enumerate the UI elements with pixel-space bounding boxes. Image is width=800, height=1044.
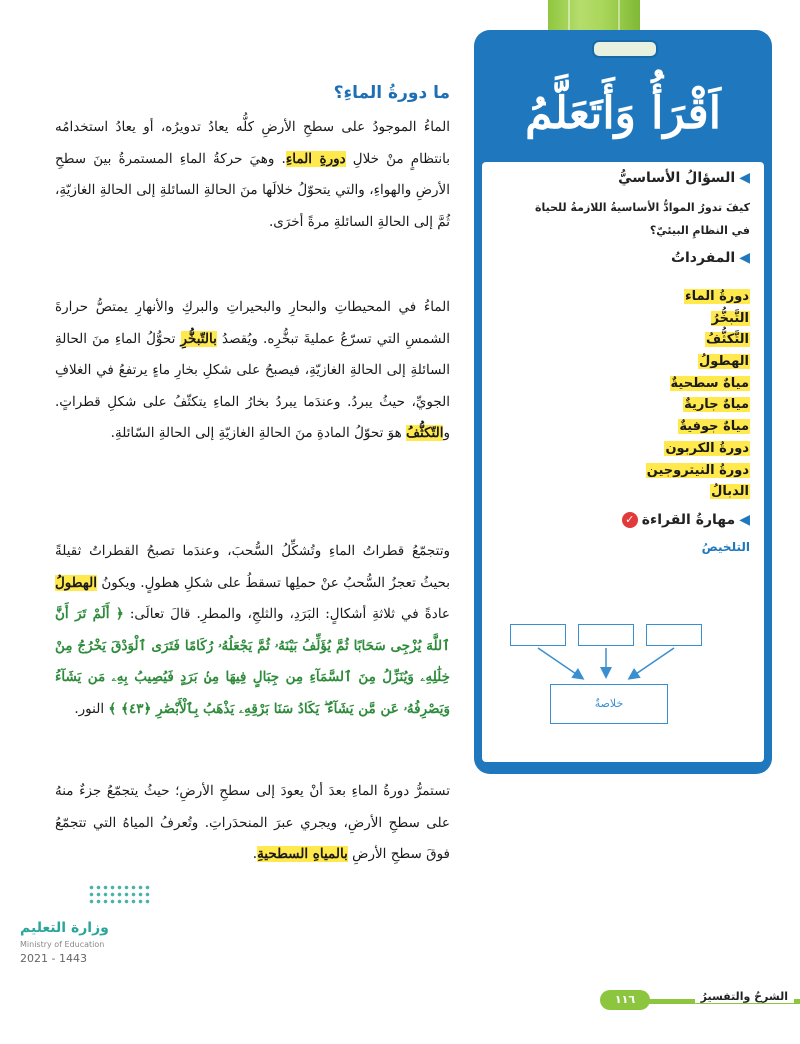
tag-hole <box>592 40 658 58</box>
highlight-surface-water: بالمياهِ السطحيةِ <box>257 846 348 862</box>
ministry-year: 2021 - 1443 <box>20 952 87 965</box>
triangle-icon: ◀ <box>739 512 750 528</box>
vocab-item: دورةُ النيتروجين <box>646 462 749 478</box>
highlight-precipitation: الهطولُ <box>55 574 97 591</box>
vocabulary-heading: ◀ المفرداتُ <box>670 250 750 266</box>
paragraph-4: تستمرُّ دورةُ الماءِ بعدَ أنْ يعودَ إلى سطحِ الأرضِ؛ حيثُ يتجمّعُ جزءٌ منهُ على سطحِ الأرضِ، ويجري عبرَ المنحدَراتِ. وتُعرفُ المياهُ التي تتجمّعُ فوقَ سطحِ الأرضِ بالمياهِ السطحيةِ. <box>55 783 450 862</box>
card-title: اَقْرَأُ وَأَتَعَلَّمُ <box>525 88 721 139</box>
vocab-item: التَّكثُّفُ <box>706 332 749 348</box>
vocab-item: الهطولُ <box>698 354 749 370</box>
summary-arrows <box>482 162 764 762</box>
highlight-water-cycle: دورةِ الماءِ <box>285 150 346 167</box>
page-title: ما دورةُ الماءِ؟ <box>333 83 450 103</box>
triangle-icon: ◀ <box>739 170 750 186</box>
triangle-icon: ◀ <box>739 250 750 266</box>
card-body <box>482 162 764 762</box>
check-icon: ✓ <box>622 512 638 528</box>
essential-question-line1: كيفَ تدورُ الموادُّ الأساسيةُ اللازمةُ للحياة <box>535 201 750 214</box>
paragraph-1: الماءُ الموجودُ على سطحِ الأرضِ كلُّه يعادُ تدويرُه، أو يعادُ استخدامُه بانتظامٍ منْ خلالِ دورةِ الماءِ. وهيَ حركةُ الماءِ المستمرةُ بينَ سطحِ الأرضِ والهواءِ، والتي يتحوّلُ خلالَها منَ الحالةِ السائلةِ إلى الحالةِ الغازيّةِ، ثُمَّ إلى الحالةِ السائلةِ مرةً أخرَى. <box>55 119 451 230</box>
vocab-item: دورةُ الماء <box>684 289 749 304</box>
quran-verse: ﴿ أَلَمْ تَرَ أَنَّ ٱللَّهَ يُزْجِى سَحَابًا ثُمَّ يُؤَلِّفُ بَيْنَهُۥ ثُمَّ يَجْعَلُهُۥ رُكَامًا فَتَرَى ٱلْوَدْقَ يَخْرُجُ مِنْ خِلَٰلِهِۦ وَيُنَزِّلُ مِنَ ٱلسَّمَآءِ مِن جِبَالٍ فِيهَا مِنۢ بَرَدٍ فَيُصِيبُ بِهِۦ مَن يَشَآءُ وَيَصْرِفُهُۥ عَن مَّن يَشَآءُ ۖ يَكَادُ سَنَا بَرْقِهِۦ يَذْهَبُ بِٱلْأَبْصَٰرِ ﴿٤٣﴾ ﴾ <box>55 606 450 717</box>
paragraph-3: وتتجمّعُ قطراتُ الماءِ وتُشكِّلُ السُّحبَ، وعندَما تصبحُ القطراتُ ثقيلةً بحيثُ تعجزُ السُّحبُ عنْ حملِها تسقطُ على شكلِ هطولٍ. ويكونُ الهطولُ عادةً في ثلاثةِ أشكالٍ: البَرَدِ، والثلجِ، والمطرِ. قالَ تعالَى: ﴿ أَلَمْ تَرَ أَنَّ ٱللَّهَ يُزْجِى سَحَابًا ثُمَّ يُؤَلِّفُ بَيْنَهُۥ ثُمَّ يَجْعَلُهُۥ رُكَامًا فَتَرَى ٱلْوَدْقَ يَخْرُجُ مِنْ خِلَٰلِهِۦ وَيُنَزِّلُ مِنَ ٱلسَّمَآءِ مِن جِبَالٍ فِيهَا مِنۢ بَرَدٍ فَيُصِيبُ بِهِۦ مَن يَشَآءُ وَيَصْرِفُهُۥ عَن مَّن يَشَآءُ ۖ يَكَادُ سَنَا بَرْقِهِۦ يَذْهَبُ بِٱلْأَبْصَٰرِ ﴿٤٣﴾ ﴾ النور. <box>55 543 450 717</box>
vocab-item: دورةُ الكربون <box>665 440 749 456</box>
vocab-item: مياهٌ جاريةٌ <box>684 397 749 413</box>
vocab-item: التَّبخُّرُ <box>711 310 749 326</box>
reading-skill-heading: ◀ مهارةُ القراءة ✓ <box>616 512 750 528</box>
ministry-name-arabic: وزارة التعليم <box>20 920 109 936</box>
ministry-logo-icon <box>88 884 150 906</box>
essential-question-heading: ◀ السؤالُ الأساسيُّ <box>618 170 750 186</box>
ministry-name-english: Ministry of Education <box>20 940 105 949</box>
highlight-condensation: التّكثُّفُ <box>406 425 444 441</box>
vocab-item: مياهٌ جوفيةٌ <box>679 419 749 435</box>
read-learn-card <box>474 30 772 774</box>
page-number: ١١٦ <box>600 990 650 1010</box>
highlight-evaporation: بالتّبخُّرِ <box>180 330 217 347</box>
paragraph-2: الماءُ في المحيطاتِ والبحارِ والبحيراتِ والبركِ والأنهارِ يمتصُّ حرارةَ الشمسِ التي تسرّعُ عمليةَ تبخُّرِه. ويُقصدُ بالتّبخُّرِ تحوُّلُ الماءِ منَ الحالةِ السائلةِ إلى الحالةِ الغازيّةِ، فيصبحُ على شكلِ بخارِ ماءٍ يرتفعُ في الغلافِ الجويِّ، حيثُ يبردُ. وعندَما يبردُ بخارُ الماءِ يتكثّفُ على شكلِ قطراتٍ. والتّكثُّفُ هوَ تحوّلُ المادةِ منَ الحالةِ الغازيّةِ إلى الحالةِ السّائلةِ. <box>55 299 451 441</box>
vocab-item: مياهٌ سطحيةٌ <box>670 375 749 391</box>
reading-skill-name: التلخيصُ <box>701 540 750 554</box>
essential-question-line2: في النظامِ البيئيّ؟ <box>649 224 750 237</box>
footer-section-label: الشرحُ والتفسيرُ <box>695 990 794 1003</box>
vocab-item: الدبالُ <box>711 484 749 500</box>
summary-conclusion-box: خلاصةٌ <box>550 684 668 724</box>
